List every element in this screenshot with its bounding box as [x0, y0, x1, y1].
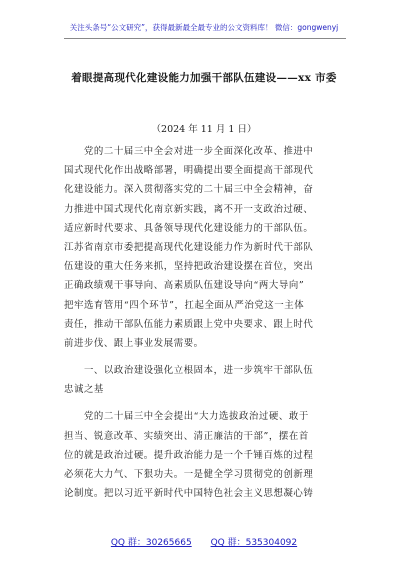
text-line: 忠诚之基 [64, 384, 104, 396]
header-divider [64, 38, 346, 39]
text-line: 担当、锐意改革、实绩突出、清正廉洁的干部”，摆在首 [64, 430, 309, 442]
qq-group-link-1[interactable]: QQ 群：30265665 [110, 538, 192, 548]
text-line: 适应新时代要求、具备领导现代化建设能力的干部队伍。 [64, 222, 314, 234]
header-note: 关注头条号“公文研究”，获得最新最全最专业的公文资料库！ 微信：gongwenyj [69, 23, 339, 32]
paragraph-gap [64, 399, 346, 407]
text-line: 责任，推动干部队伍能力素质跟上党中央要求、跟上时代 [64, 318, 314, 330]
text-line: 论制度。把以习近平新时代中国特色社会主义思想凝心铸 [64, 488, 314, 500]
text-line: 位的就是政治过硬。提升政治能力是一个千锤百炼的过程 [64, 449, 314, 461]
text-line: 国式现代化作出战略部署，明确提出要全面提高干部现代 [64, 165, 314, 177]
document-title: 着眼提高现代化建设能力加强干部队伍建设——xx 市委 [71, 72, 337, 84]
paragraph-gap [64, 353, 346, 361]
text-line: 伍建设的重大任务来抓，坚持把政治建设摆在首位，突出 [64, 261, 314, 273]
paragraph-intro [64, 142, 346, 353]
text-line: 一、以政治建设强化立根固本，进一步筑牢干部队伍 [64, 365, 314, 377]
page-footer [0, 535, 408, 548]
text-line: 力推进中国式现代化南京新实践，离不开一支政治过硬、 [64, 203, 314, 215]
document-date: （2024 年 11 月 1 日） [151, 124, 257, 135]
qq-group-link-2[interactable]: QQ 群：535304092 [210, 538, 298, 548]
paragraph-political [64, 407, 346, 503]
text-line: 党的二十届三中全会提出“大力选拔政治过硬、敢于 [64, 411, 309, 423]
text-line: 江苏省南京市委把提高现代化建设能力作为新时代干部队 [64, 241, 314, 253]
text-line: 把牢选育管用“四个环节”，扛起全面从严治党这一主体 [64, 299, 305, 311]
text-line: 前进步伐、跟上事业发展需要。 [64, 337, 204, 349]
text-line: 党的二十届三中全会对进一步全面深化改革、推进中 [64, 146, 314, 157]
text-line: 化建设能力。深入贯彻落实党的二十届三中全会精神，奋 [64, 184, 314, 196]
document-body [64, 142, 346, 503]
section-heading [64, 361, 346, 399]
text-line: 正确政绩观干事导向、高素质队伍建设导向“两大导向” [64, 280, 305, 292]
text-line: 必须花大力气、下狠功夫。一是健全学习贯彻党的创新理 [64, 469, 314, 480]
